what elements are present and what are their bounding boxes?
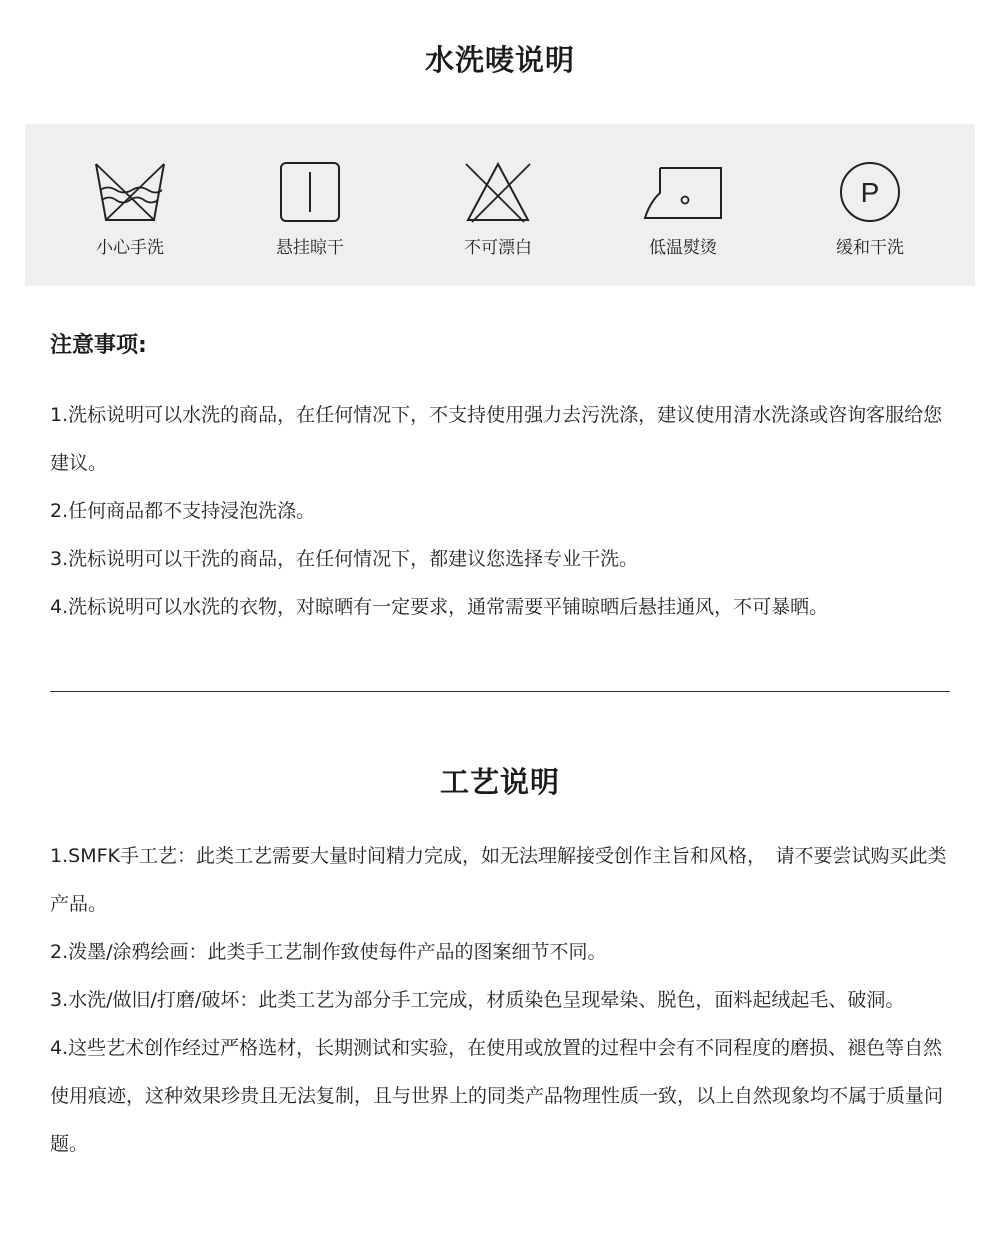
craft-item: 4.这些艺术创作经过严格选材，长期测试和实验，在使用或放置的过程中会有不同程度的磨损、褪色等自然使用痕迹，这种效果珍贵且无法复制，且与世界上的同类产品物理性质一致，以上自然现象均不属于质量问题。 [50,1037,944,1155]
craft-item: 3.水洗/做旧/打磨/破坏：此类工艺为部分手工完成，材质染色呈现晕染、脱色，面料起绒起毛、破洞。 [50,989,905,1011]
craft-section-title: 工艺说明 [439,765,560,799]
note-item: 1.洗标说明可以水洗的商品，在任何情况下，不支持使用强力去污洗涤，建议使用清水洗涤或咨询客服给您建议。 [50,404,943,474]
care-item-hand-wash [35,124,225,286]
care-icon-panel [25,124,975,286]
dry-clean-letter: P [860,177,880,208]
notes-heading: 注意事项: [50,333,147,358]
section-divider [50,691,950,692]
hang-dry-icon [278,160,342,224]
hand-wash-icon [94,160,166,224]
no-bleach-label: 不可漂白 [464,238,532,258]
gentle-dry-clean-label: 缓和干洗 [836,238,904,258]
note-item: 3.洗标说明可以干洗的商品，在任何情况下，都建议您选择专业干洗。 [50,548,639,570]
care-item-hang-dry [215,124,405,286]
care-item-gentle-dry-clean [775,124,965,286]
hand-wash-label: 小心手洗 [96,238,164,258]
hang-dry-label: 悬挂晾干 [276,238,344,258]
no-bleach-icon [462,160,534,224]
wash-section-title: 水洗唛说明 [424,43,575,77]
care-item-no-bleach [403,124,593,286]
craft-item: 1.SMFK手工艺：此类工艺需要大量时间精力完成，如无法理解接受创作主旨和风格， 请不要尝试购买此类产品。 [50,845,947,915]
low-iron-icon [642,160,724,224]
note-item: 4.洗标说明可以水洗的衣物，对晾晒有一定要求，通常需要平铺晾晒后悬挂通风，不可暴晒。 [50,596,829,618]
note-item: 2.任何商品都不支持浸泡洗涤。 [50,500,316,522]
care-item-low-iron [588,124,778,286]
gentle-dry-clean-icon [838,160,902,224]
craft-item: 2.泼墨/涂鸦绘画：此类手工艺制作致使每件产品的图案细节不同。 [50,941,607,963]
low-iron-label: 低温熨烫 [649,238,717,258]
